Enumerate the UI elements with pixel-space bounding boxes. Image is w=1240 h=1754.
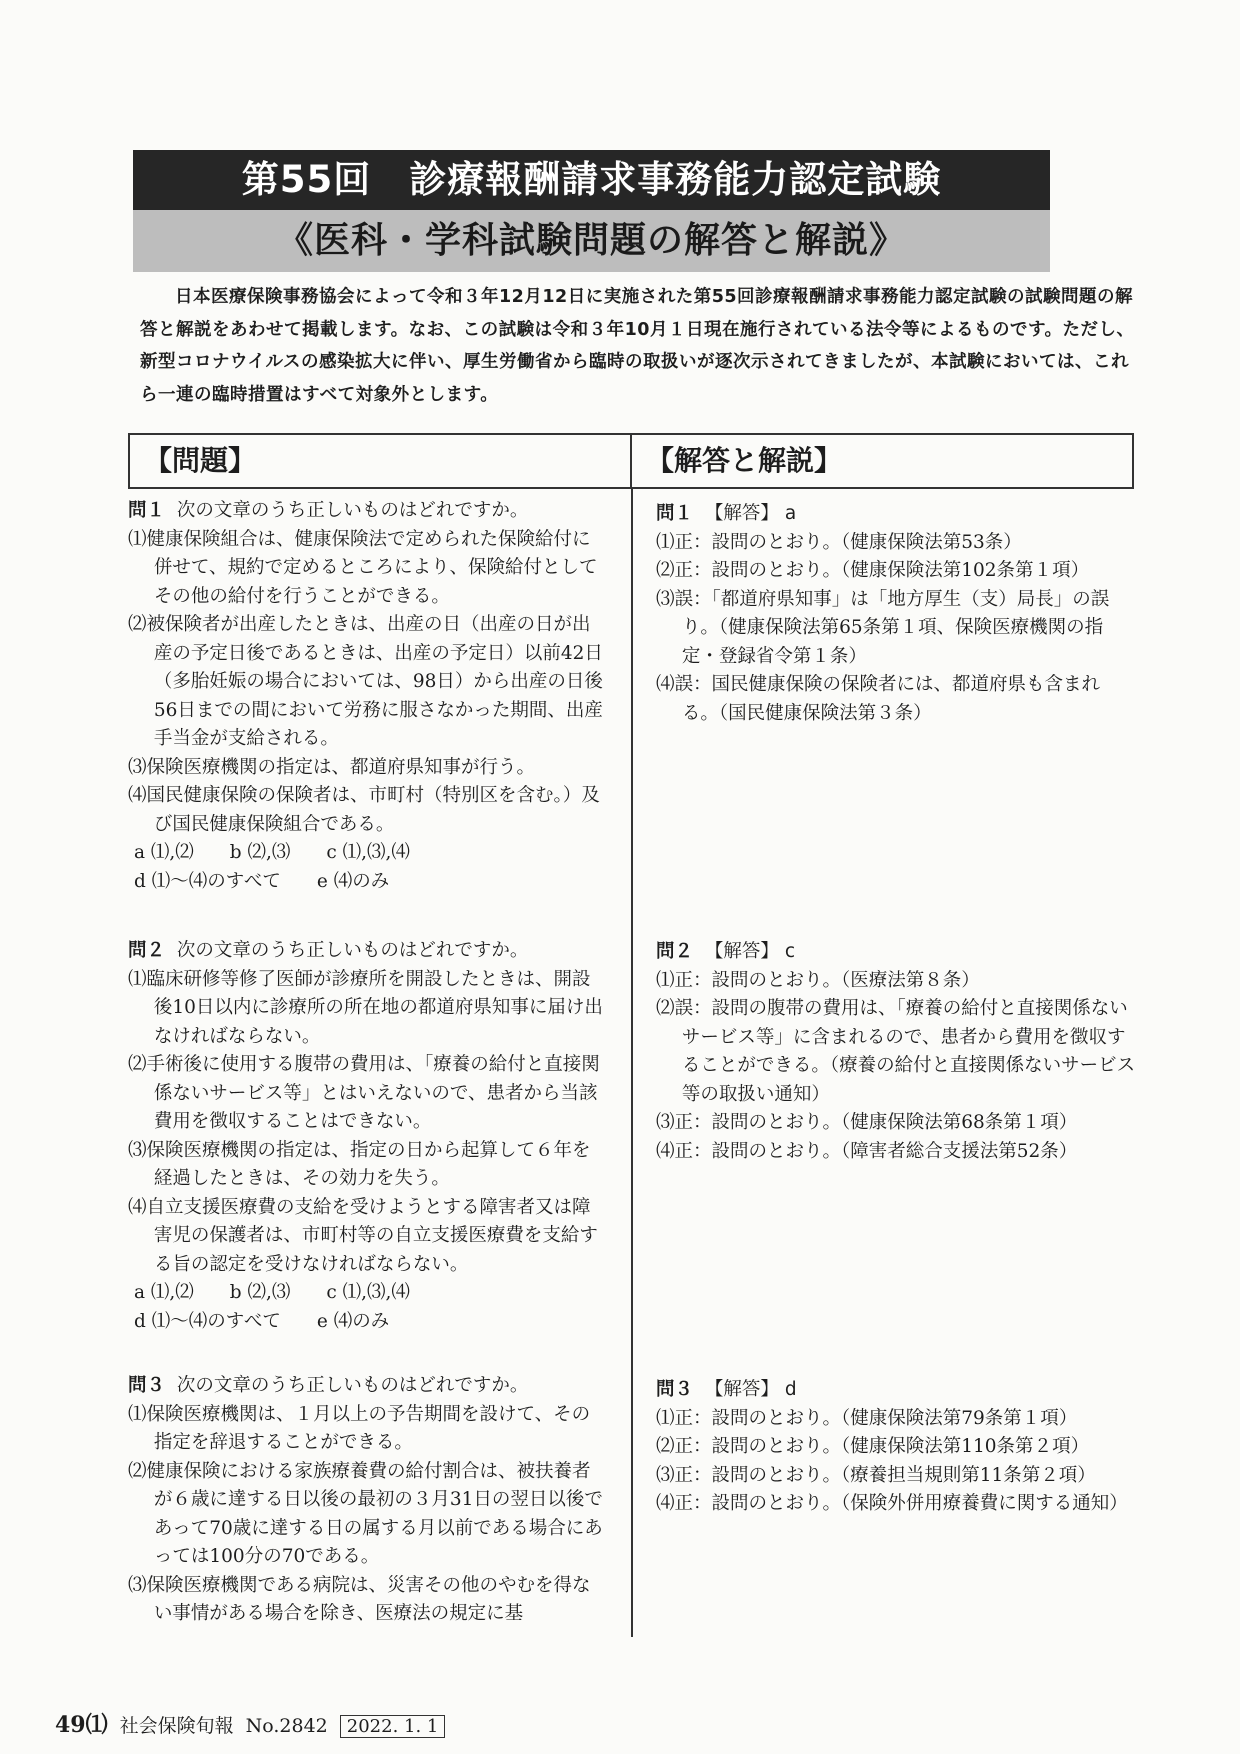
answer-options <box>128 1308 608 1337</box>
answer-options <box>128 839 608 868</box>
answer-item: ⑵正：設問のとおり。（健康保険法第110条第２項） <box>656 1436 1090 1457</box>
question-item: ⑷国民健康保険の保険者は、市町村（特別区を含む。）及び国民健康保険組合である。 <box>128 785 600 835</box>
answer-value: c <box>784 941 795 962</box>
option: b ⑵,⑶ <box>229 1282 291 1303</box>
question-prompt: 次の文章のうち正しいものはどれですか。 <box>176 1375 529 1396</box>
answer-1 <box>656 500 1136 728</box>
answer-item: ⑷正：設問のとおり。（保険外併用療養費に関する通知） <box>656 1493 1128 1514</box>
answer-heading <box>656 938 1136 967</box>
answer-number: 問１ <box>656 503 694 524</box>
question-1 <box>128 497 608 896</box>
question-number: 問３ <box>128 1375 166 1396</box>
option: b ⑵,⑶ <box>229 842 291 863</box>
option: a ⑴,⑵ <box>134 1282 194 1303</box>
answer-options <box>128 868 608 897</box>
question-item: ⑶保険医療機関の指定は、都道府県知事が行う。 <box>128 756 536 778</box>
question-number: 問１ <box>128 500 166 521</box>
page-subtitle: 《医科・学科試験問題の解答と解説》 <box>133 210 1050 272</box>
answer-item: ⑴正：設問のとおり。（健康保険法第79条第１項） <box>656 1407 1078 1429</box>
answer-label: 【解答】 <box>704 503 779 524</box>
answer-number: 問３ <box>656 1379 694 1400</box>
answer-heading <box>656 500 1136 529</box>
answer-number: 問２ <box>656 941 694 962</box>
answer-heading <box>656 1376 1136 1405</box>
question-item: ⑴保険医療機関は、１月以上の予告期間を設けて、その指定を辞退することができる。 <box>128 1403 591 1453</box>
answer-item: ⑷正：設問のとおり。（障害者総合支援法第52条） <box>656 1140 1078 1162</box>
answer-3 <box>656 1376 1136 1519</box>
question-prompt: 次の文章のうち正しいものはどれですか。 <box>176 500 529 521</box>
question-2 <box>128 937 608 1336</box>
question-item: ⑴健康保険組合は、健康保険法で定められた保険給付に併せて、規約で定めるところにより、保険給付としてその他の給付を行うことができる。 <box>128 528 598 607</box>
answer-item: ⑶正：設問のとおり。（療養担当規則第11条第２項） <box>656 1464 1096 1486</box>
question-heading <box>128 1372 608 1401</box>
answer-item: ⑴正：設問のとおり。（健康保険法第53条） <box>656 531 1022 553</box>
page-number: 49⑴ <box>55 1712 108 1738</box>
answer-item: ⑶誤：「都道府県知事」は「地方厚生（支）局長」の誤り。（健康保険法第65条第１項、保険医療機関の指定・登録省令第１条） <box>656 588 1110 667</box>
option: e ⑷のみ <box>316 870 390 892</box>
question-item: ⑵手術後に使用する腹帯の費用は、「療養の給付と直接関係ないサービス等」とはいえないので、患者から当該費用を徴収することはできない。 <box>128 1054 600 1132</box>
page-title: 第55回 診療報酬請求事務能力認定試験 <box>133 150 1050 210</box>
question-item: ⑵被保険者が出産したときは、出産の日（出産の日が出産の予定日後であるときは、出産の予定日）以前42日（多胎妊娠の場合においては、98日）から出産の日後56日までの間において労務に服さなかった期間、出産手当金が支給される。 <box>128 614 603 749</box>
question-prompt: 次の文章のうち正しいものはどれですか。 <box>176 940 529 961</box>
option: a ⑴,⑵ <box>134 842 194 863</box>
answer-value: d <box>784 1379 797 1400</box>
answer-item: ⑵誤：設問の腹帯の費用は、「療養の給付と直接関係ないサービス等」に含まれるので、患者から費用を徴収することができる。（療養の給付と直接関係ないサービス等の取扱い通知） <box>656 998 1136 1105</box>
question-number: 問２ <box>128 940 166 961</box>
answer-item: ⑶正：設問のとおり。（健康保険法第68条第１項） <box>656 1112 1078 1133</box>
option: c ⑴,⑶,⑷ <box>326 842 410 863</box>
question-3 <box>128 1372 608 1629</box>
option: d ⑴〜⑷のすべて <box>134 1310 281 1332</box>
answer-label: 【解答】 <box>704 1379 779 1400</box>
page-footer <box>55 1708 445 1739</box>
column-divider <box>631 489 633 1637</box>
issue-date: 2022. 1. 1 <box>340 1715 446 1738</box>
question-item: ⑶保険医療機関の指定は、指定の日から起算して６年を経過したときは、その効力を失う。 <box>128 1139 591 1189</box>
answer-item: ⑴正：設問のとおり。（医療法第８条） <box>656 969 980 991</box>
publication-name: 社会保険旬報 <box>119 1715 234 1737</box>
title-band <box>133 150 1050 272</box>
answer-item: ⑷誤：国民健康保険の保険者には、都道府県も含まれる。（国民健康保険法第３条） <box>656 674 1101 724</box>
question-heading <box>128 497 608 526</box>
answer-2 <box>656 938 1136 1166</box>
question-heading <box>128 937 608 966</box>
answer-label: 【解答】 <box>704 941 779 962</box>
question-item: ⑴臨床研修等修了医師が診療所を開設したときは、開設後10日以内に診療所の所在地の都道府県知事に届け出なければならない。 <box>128 968 603 1047</box>
questions-header: 【問題】 <box>130 435 632 487</box>
answers-header: 【解答と解説】 <box>646 444 843 477</box>
option: d ⑴〜⑷のすべて <box>134 870 281 892</box>
question-item: ⑵健康保険における家族療養費の給付割合は、被扶養者が６歳に達する日以後の最初の３月31日の翌日以後であって70歳に達する日の属する月以前である場合にあっては100分の70である。 <box>128 1460 603 1567</box>
issue-number: No.2842 <box>245 1715 328 1737</box>
intro-text <box>140 281 1140 411</box>
question-item: ⑷自立支援医療費の支給を受けようとする障害者又は障害児の保護者は、市町村等の自立支援医療費を支給する旨の認定を受けなければならない。 <box>128 1196 598 1275</box>
answer-options <box>128 1279 608 1308</box>
option: c ⑴,⑶,⑷ <box>326 1282 410 1303</box>
option: e ⑷のみ <box>316 1310 390 1332</box>
column-headers <box>128 433 1134 489</box>
intro-paragraph: 日本医療保険事務協会によって令和３年12月12日に実施された第55回診療報酬請求事務能力認定試験の試験問題の解答と解説をあわせて掲載します。なお、この試験は令和３年10月１日現在施行されている法令等によるものです。ただし、新型コロナウイルスの感染拡大に伴い、厚生労働省から臨時の取扱いが逐次示されてきましたが、本試験においては、これら一連の臨時措置はすべて対象外とします。 <box>140 287 1135 405</box>
answer-value: a <box>784 503 797 524</box>
question-item: ⑶保険医療機関である病院は、災害その他のやむを得ない事情がある場合を除き、医療法の規定に基 <box>128 1574 591 1624</box>
answer-item: ⑵正：設問のとおり。（健康保険法第102条第１項） <box>656 560 1090 581</box>
